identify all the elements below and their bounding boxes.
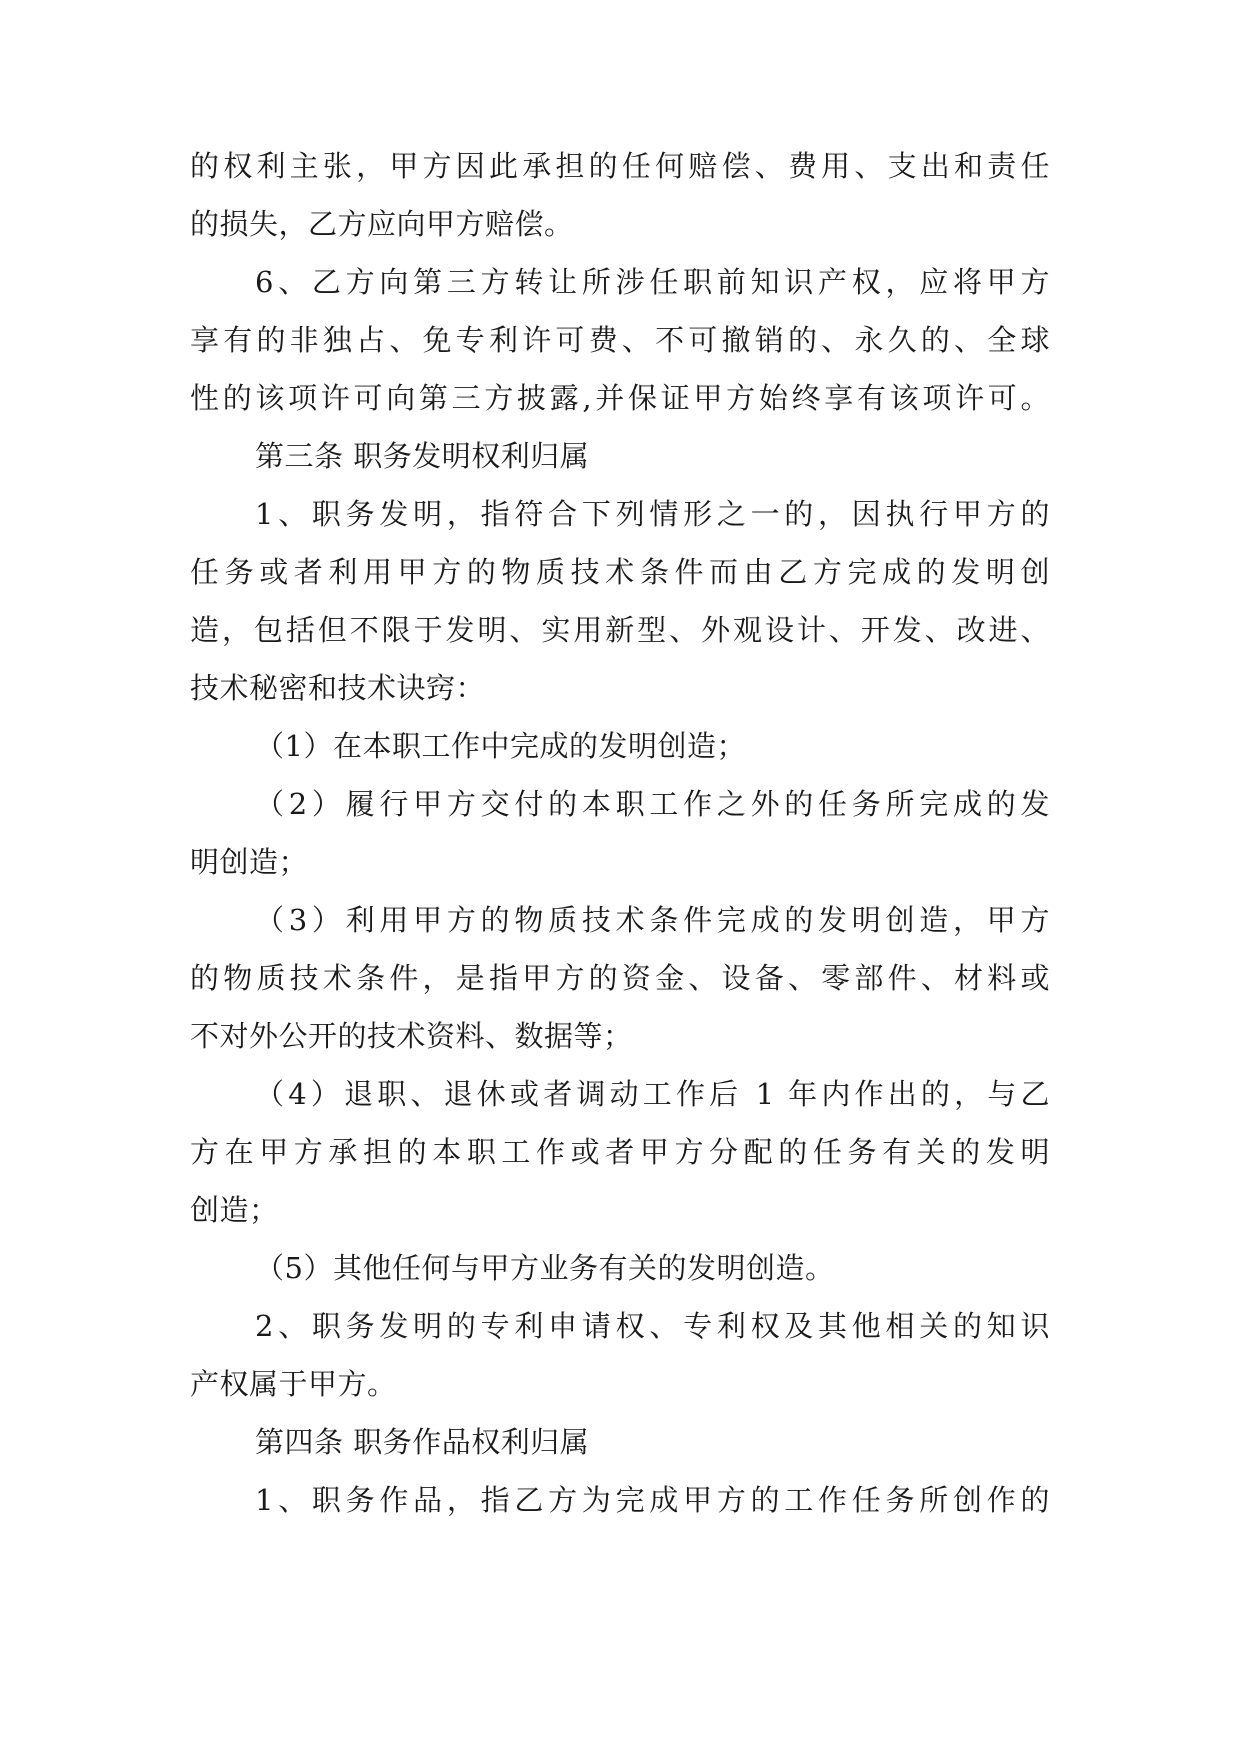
text-line: 明创造；: [190, 845, 309, 879]
article-3-heading: 第三条 职务发明权利归属: [255, 439, 590, 473]
item-5-line: （5）其他任何与甲方业务有关的发明创造。: [255, 1251, 835, 1285]
text-line: 创造；: [190, 1193, 279, 1227]
text-line: 技术秘密和技术诀窍：: [190, 671, 486, 705]
item-3-line: （3）利用甲方的物质技术条件完成的发明创造，甲方: [255, 903, 1050, 937]
article-4-heading: 第四条 职务作品权利归属: [255, 1425, 590, 1459]
item-4-line: （4）退职、退休或者调动工作后 1 年内作出的，与乙: [255, 1077, 1050, 1111]
text-line: 产权属于甲方。: [190, 1367, 397, 1401]
clause-1-line: 1、职务发明，指符合下列情形之一的，因执行甲方的: [255, 497, 1050, 531]
text-line: 享有的非独占、免专利许可费、不可撤销的、永久的、全球: [190, 323, 1050, 357]
text-line: 性的该项许可向第三方披露,并保证甲方始终享有该项许可。: [190, 381, 1050, 415]
item-2-line: （2）履行甲方交付的本职工作之外的任务所完成的发: [255, 787, 1050, 821]
text-line: 不对外公开的技术资料、数据等；: [190, 1019, 633, 1053]
text-line: 任务或者利用甲方的物质技术条件而由乙方完成的发明创: [190, 555, 1050, 589]
text-line: 方在甲方承担的本职工作或者甲方分配的任务有关的发明: [190, 1135, 1050, 1169]
text-line: 的损失，乙方应向甲方赔偿。: [190, 207, 574, 241]
item-1-line: （1）在本职工作中完成的发明创造；: [255, 729, 746, 763]
text-line: 的物质技术条件，是指甲方的资金、设备、零部件、材料或: [190, 961, 1050, 995]
text-line: 造，包括但不限于发明、实用新型、外观设计、开发、改进、: [190, 613, 1050, 647]
clause-1-line: 1、职务作品，指乙方为完成甲方的工作任务所创作的: [255, 1483, 1050, 1517]
paragraph-6-line: 6、乙方向第三方转让所涉任职前知识产权，应将甲方: [255, 265, 1050, 299]
clause-2-line: 2、职务发明的专利申请权、专利权及其他相关的知识: [255, 1309, 1050, 1343]
text-line: 的权利主张，甲方因此承担的任何赔偿、费用、支出和责任: [190, 149, 1050, 183]
